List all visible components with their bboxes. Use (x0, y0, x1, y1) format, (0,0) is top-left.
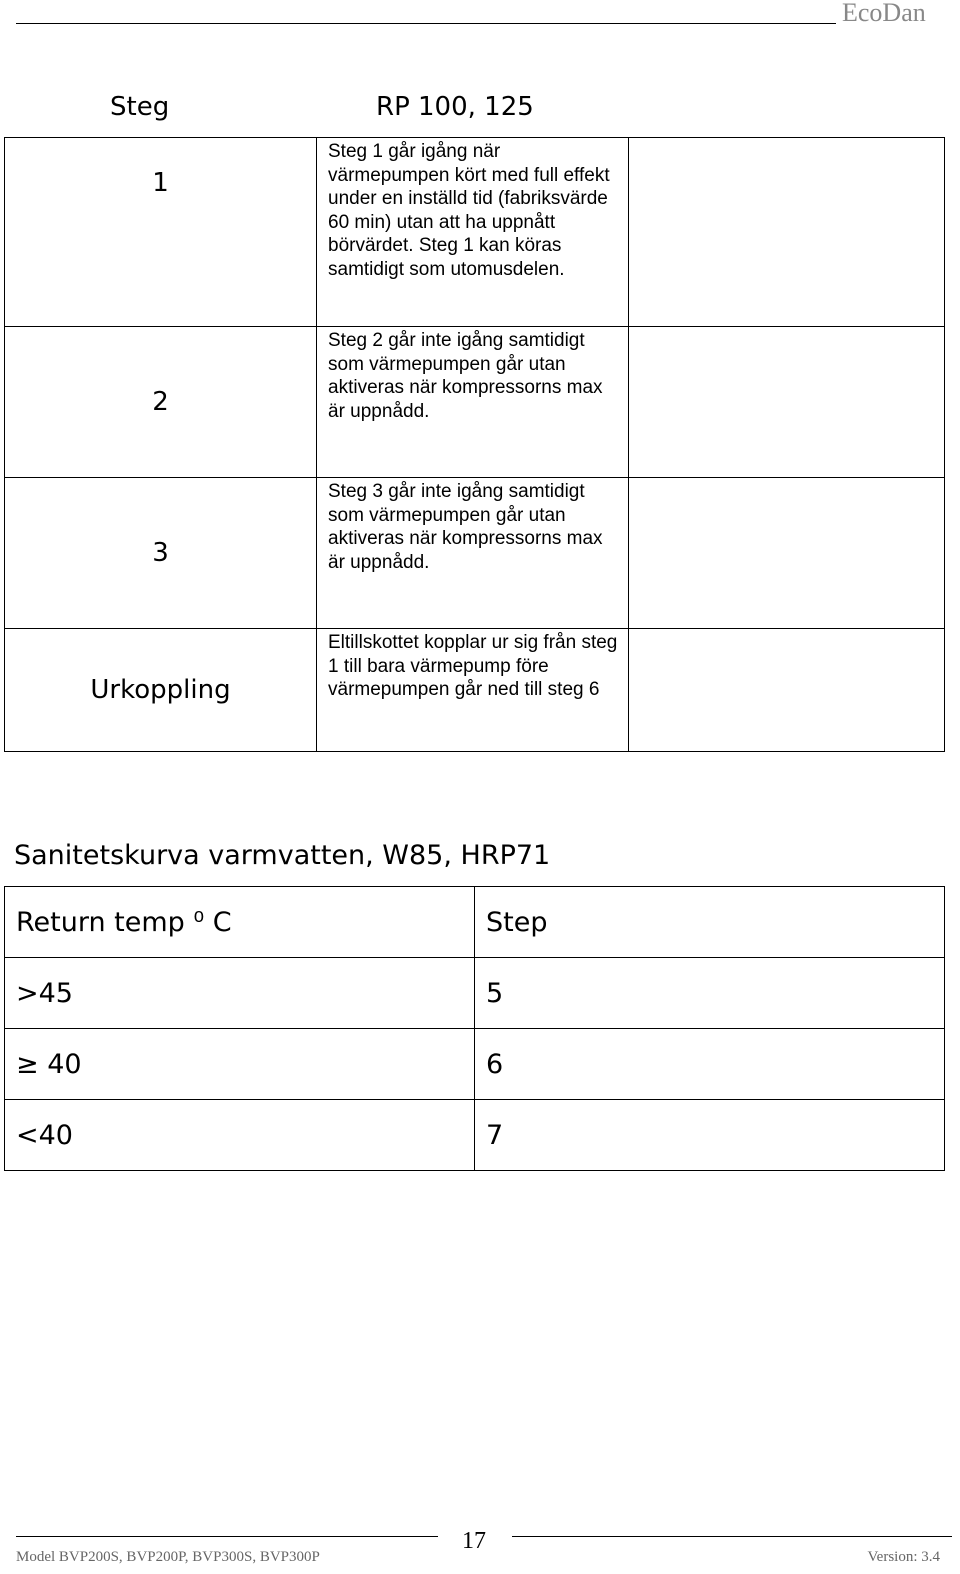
model-column-header: RP 100, 125 (376, 92, 534, 122)
sanitet-table (4, 886, 945, 1171)
footer-version: Version: 3.4 (867, 1549, 940, 1565)
header-brand: EcoDan (842, 0, 926, 27)
footer-rule-left (16, 1536, 438, 1537)
return-temp-cell: ≥ 40 (5, 1029, 475, 1100)
step-number: 1 (5, 138, 317, 327)
step-header: Step (475, 887, 945, 958)
table-row (5, 327, 945, 478)
step-number: 3 (5, 478, 317, 629)
table-row (5, 958, 945, 1029)
steg-table (4, 137, 945, 752)
step-description: Steg 3 går inte igång samtidigt som värmepumpen går utan aktiveras när kompressorns max är uppnådd. (317, 478, 629, 629)
table-header-row (5, 887, 945, 958)
return-temp-cell: <40 (5, 1100, 475, 1171)
step-description: Eltillskottet kopplar ur sig från steg 1 till bara värmepump före värmepumpen går ned till steg 6 (317, 629, 629, 752)
empty-cell (629, 327, 945, 478)
step-cell: 5 (475, 958, 945, 1029)
empty-cell (629, 478, 945, 629)
steg-column-header: Steg (110, 92, 170, 122)
table-row (5, 478, 945, 629)
step-cell: 7 (475, 1100, 945, 1171)
table-row (5, 629, 945, 752)
footer-rule-right (512, 1536, 952, 1537)
step-number: Urkoppling (5, 629, 317, 752)
step-description: Steg 2 går inte igång samtidigt som värmepumpen går utan aktiveras när kompressorns max är uppnådd. (317, 327, 629, 478)
step-description: Steg 1 går igång när värmepumpen kört med full effekt under en inställd tid (fabriksvärde 60 min) utan att ha uppnått börvärdet. Steg 1 kan köras samtidigt som utomusdelen. (317, 138, 629, 327)
table-row (5, 1029, 945, 1100)
step-cell: 6 (475, 1029, 945, 1100)
return-temp-header: Return temp ⁰ C (5, 887, 475, 958)
return-temp-cell: >45 (5, 958, 475, 1029)
sanitet-title: Sanitetskurva varmvatten, W85, HRP71 (14, 840, 551, 871)
page-number: 17 (462, 1528, 486, 1554)
step-number: 2 (5, 327, 317, 478)
empty-cell (629, 138, 945, 327)
empty-cell (629, 629, 945, 752)
footer-model: Model BVP200S, BVP200P, BVP300S, BVP300P (16, 1549, 320, 1565)
table-row (5, 138, 945, 327)
table-row (5, 1100, 945, 1171)
header-rule (16, 23, 836, 24)
